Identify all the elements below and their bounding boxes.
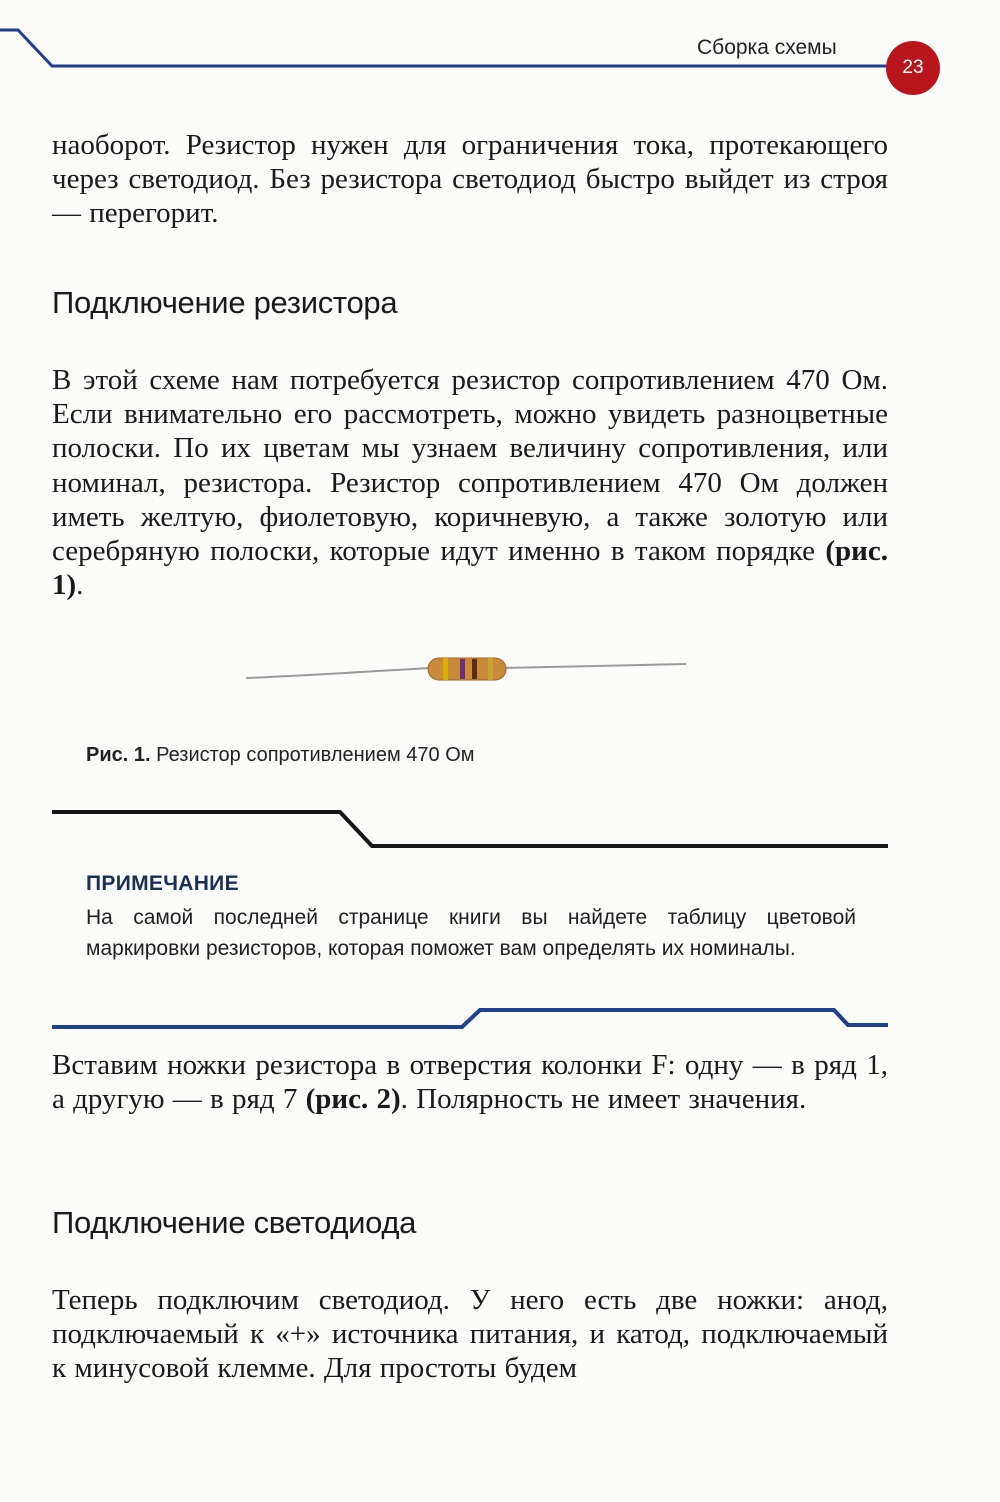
resistor-lead-right	[502, 664, 686, 668]
figure-ref-2[interactable]: (рис. 2)	[305, 1083, 401, 1116]
page-number: 23	[886, 41, 940, 95]
resistor-band	[460, 659, 465, 679]
resistor-body	[428, 658, 506, 680]
paragraph-resistor-text: В этой схеме нам потребуется резистор сопротивлением 470 Ом. Если внимательно его рассмотреть, можно увидеть разноцветные полоски. По их цветам мы узнаем величину сопротивления, или номинал, резистора. Резистор сопротивлением 470 Ом должен иметь желтую, фиолетовую, коричневую, а также золотую или серебряную полоски, которые идут именно в таком порядке	[52, 364, 888, 568]
resistor-lead-left	[246, 668, 430, 678]
section-title: Сборка схемы	[697, 36, 837, 59]
note-text: На самой последней странице книги вы найдете таблицу цветовой маркировки резисторов, которая поможет вам определять их номиналы.	[86, 906, 856, 960]
note-top-rule	[52, 812, 888, 846]
figure-caption	[86, 744, 475, 767]
heading-resistor: Подключение резистора	[52, 285, 398, 320]
header-rule	[0, 0, 1000, 110]
resistor-band	[472, 659, 477, 679]
paragraph-insert-end: . Полярность не имеет значения.	[400, 1083, 807, 1116]
heading-led: Подключение светодиода	[52, 1205, 417, 1240]
paragraph-resistor-end: .	[76, 569, 84, 602]
paragraph-intro: наоборот. Резистор нужен для ограничения тока, протекающего через светодиод. Без резистора светодиод быстро выйдет из строя — перегорит.	[52, 129, 888, 230]
note-bottom-rule	[52, 1010, 888, 1027]
paragraph-insert-text: Вставим ножки резистора в отверстия колонки F: одну — в ряд 1, а другую — в ряд 7	[52, 1049, 888, 1116]
paragraph-resistor	[52, 363, 888, 602]
figure-label: Рис. 1.	[86, 744, 151, 766]
note-title: ПРИМЕЧАНИЕ	[86, 872, 239, 895]
resistor-band	[443, 658, 448, 680]
paragraph-insert	[52, 1048, 888, 1116]
paragraph-led: Теперь подключим светодиод. У него есть две ножки: анод, подключаемый к «+» источника питания, и катод, подключаемый к минусовой клемме. Для простоты будем	[52, 1284, 888, 1385]
resistor-band	[488, 658, 493, 680]
figure-caption-text: Резистор сопротивлением 470 Ом	[156, 744, 475, 766]
resistor-figure	[240, 648, 700, 698]
figure-ref-1[interactable]: (рис. 1)	[52, 535, 889, 602]
